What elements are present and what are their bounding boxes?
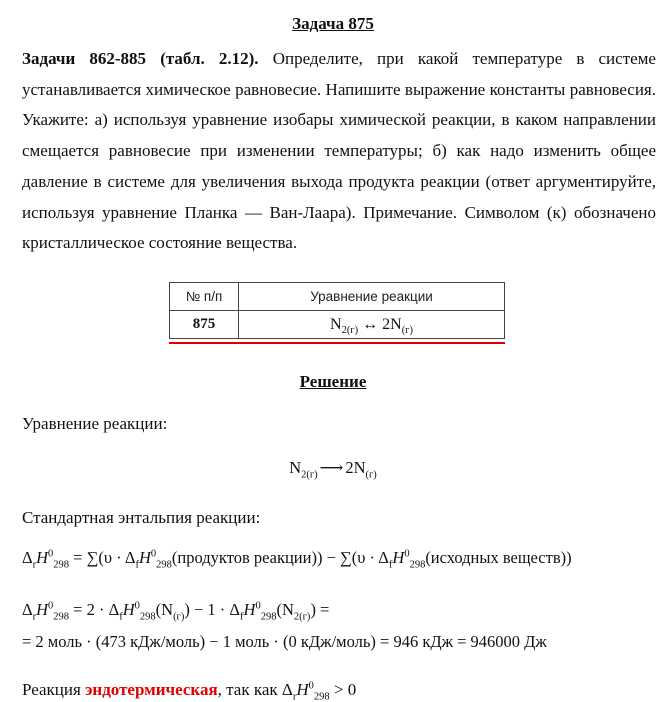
enthalpy-general-equation: $\Delta_rH^0_{298} = \sum(\upsilon$ · $\Delta_fH^0_{298}(продуктов$ реакции)) − $\sum(\upsilon \cdot \Delta_fH^0_{298}(исходных$ веществ)) [22,548,572,571]
table-cell-equation: $N_{2(г)}$ ↔ $2N_{(г)}$ [239,311,505,339]
table-red-underline [169,342,505,344]
table-header-equation: Уравнение реакции [239,283,505,311]
enthalpy-substitution: $\Delta_rH^0_{298} = 2 \cdot \Delta_fH^0_{298}(N_{(г)}) - 1 \cdot \Delta_fH^0_{298}(N_{2(г)})$ = [22,600,330,623]
task-lead: Задачи 862-885 (табл. 2.12). [22,49,259,68]
task-text: Определите, при какой температуре в системе устанавливается химическое равновесие. Напишите выражение константы равновесия. Укажите: а) используя уравнение изобары химической реакции, в каком направлении смещается равновесие при изменении температуры; б) как надо изменить общее давление в системе для увеличения выхода продукта реакции (ответ аргументируйте, используя уравнение Планка — Ван-Лаара). Примечание. Символом (к) обозначено кристаллическое состояние вещества. [22,49,656,253]
table-cell-num: 875 [170,311,239,339]
table-row [170,311,505,339]
reaction-table [169,282,505,339]
conclusion-line: Реакция эндотермическая, так как $\Delta_rH^0_{298} > 0$ [22,680,357,702]
table-header-num: № п/п [170,283,239,311]
enthalpy-label: Стандартная энтальпия реакции: [22,508,261,527]
enthalpy-result: = 2 моль · (473 кДж/моль) − 1 моль · (0 кДж/моль) = 946 кДж = 946000 Дж [22,632,547,651]
table-header-row [170,283,505,311]
endothermic-highlight: эндотермическая [85,680,218,699]
reaction-arrow: ⟶ [319,458,344,477]
solution-title: Решение [299,372,367,391]
task-title: Задача 875 [292,14,374,33]
task-statement [22,44,656,259]
reaction-equation: $N_{2(г)}$ ⟶ $2N_{(г)}$ [289,458,377,481]
reaction-label: Уравнение реакции: [22,414,168,433]
